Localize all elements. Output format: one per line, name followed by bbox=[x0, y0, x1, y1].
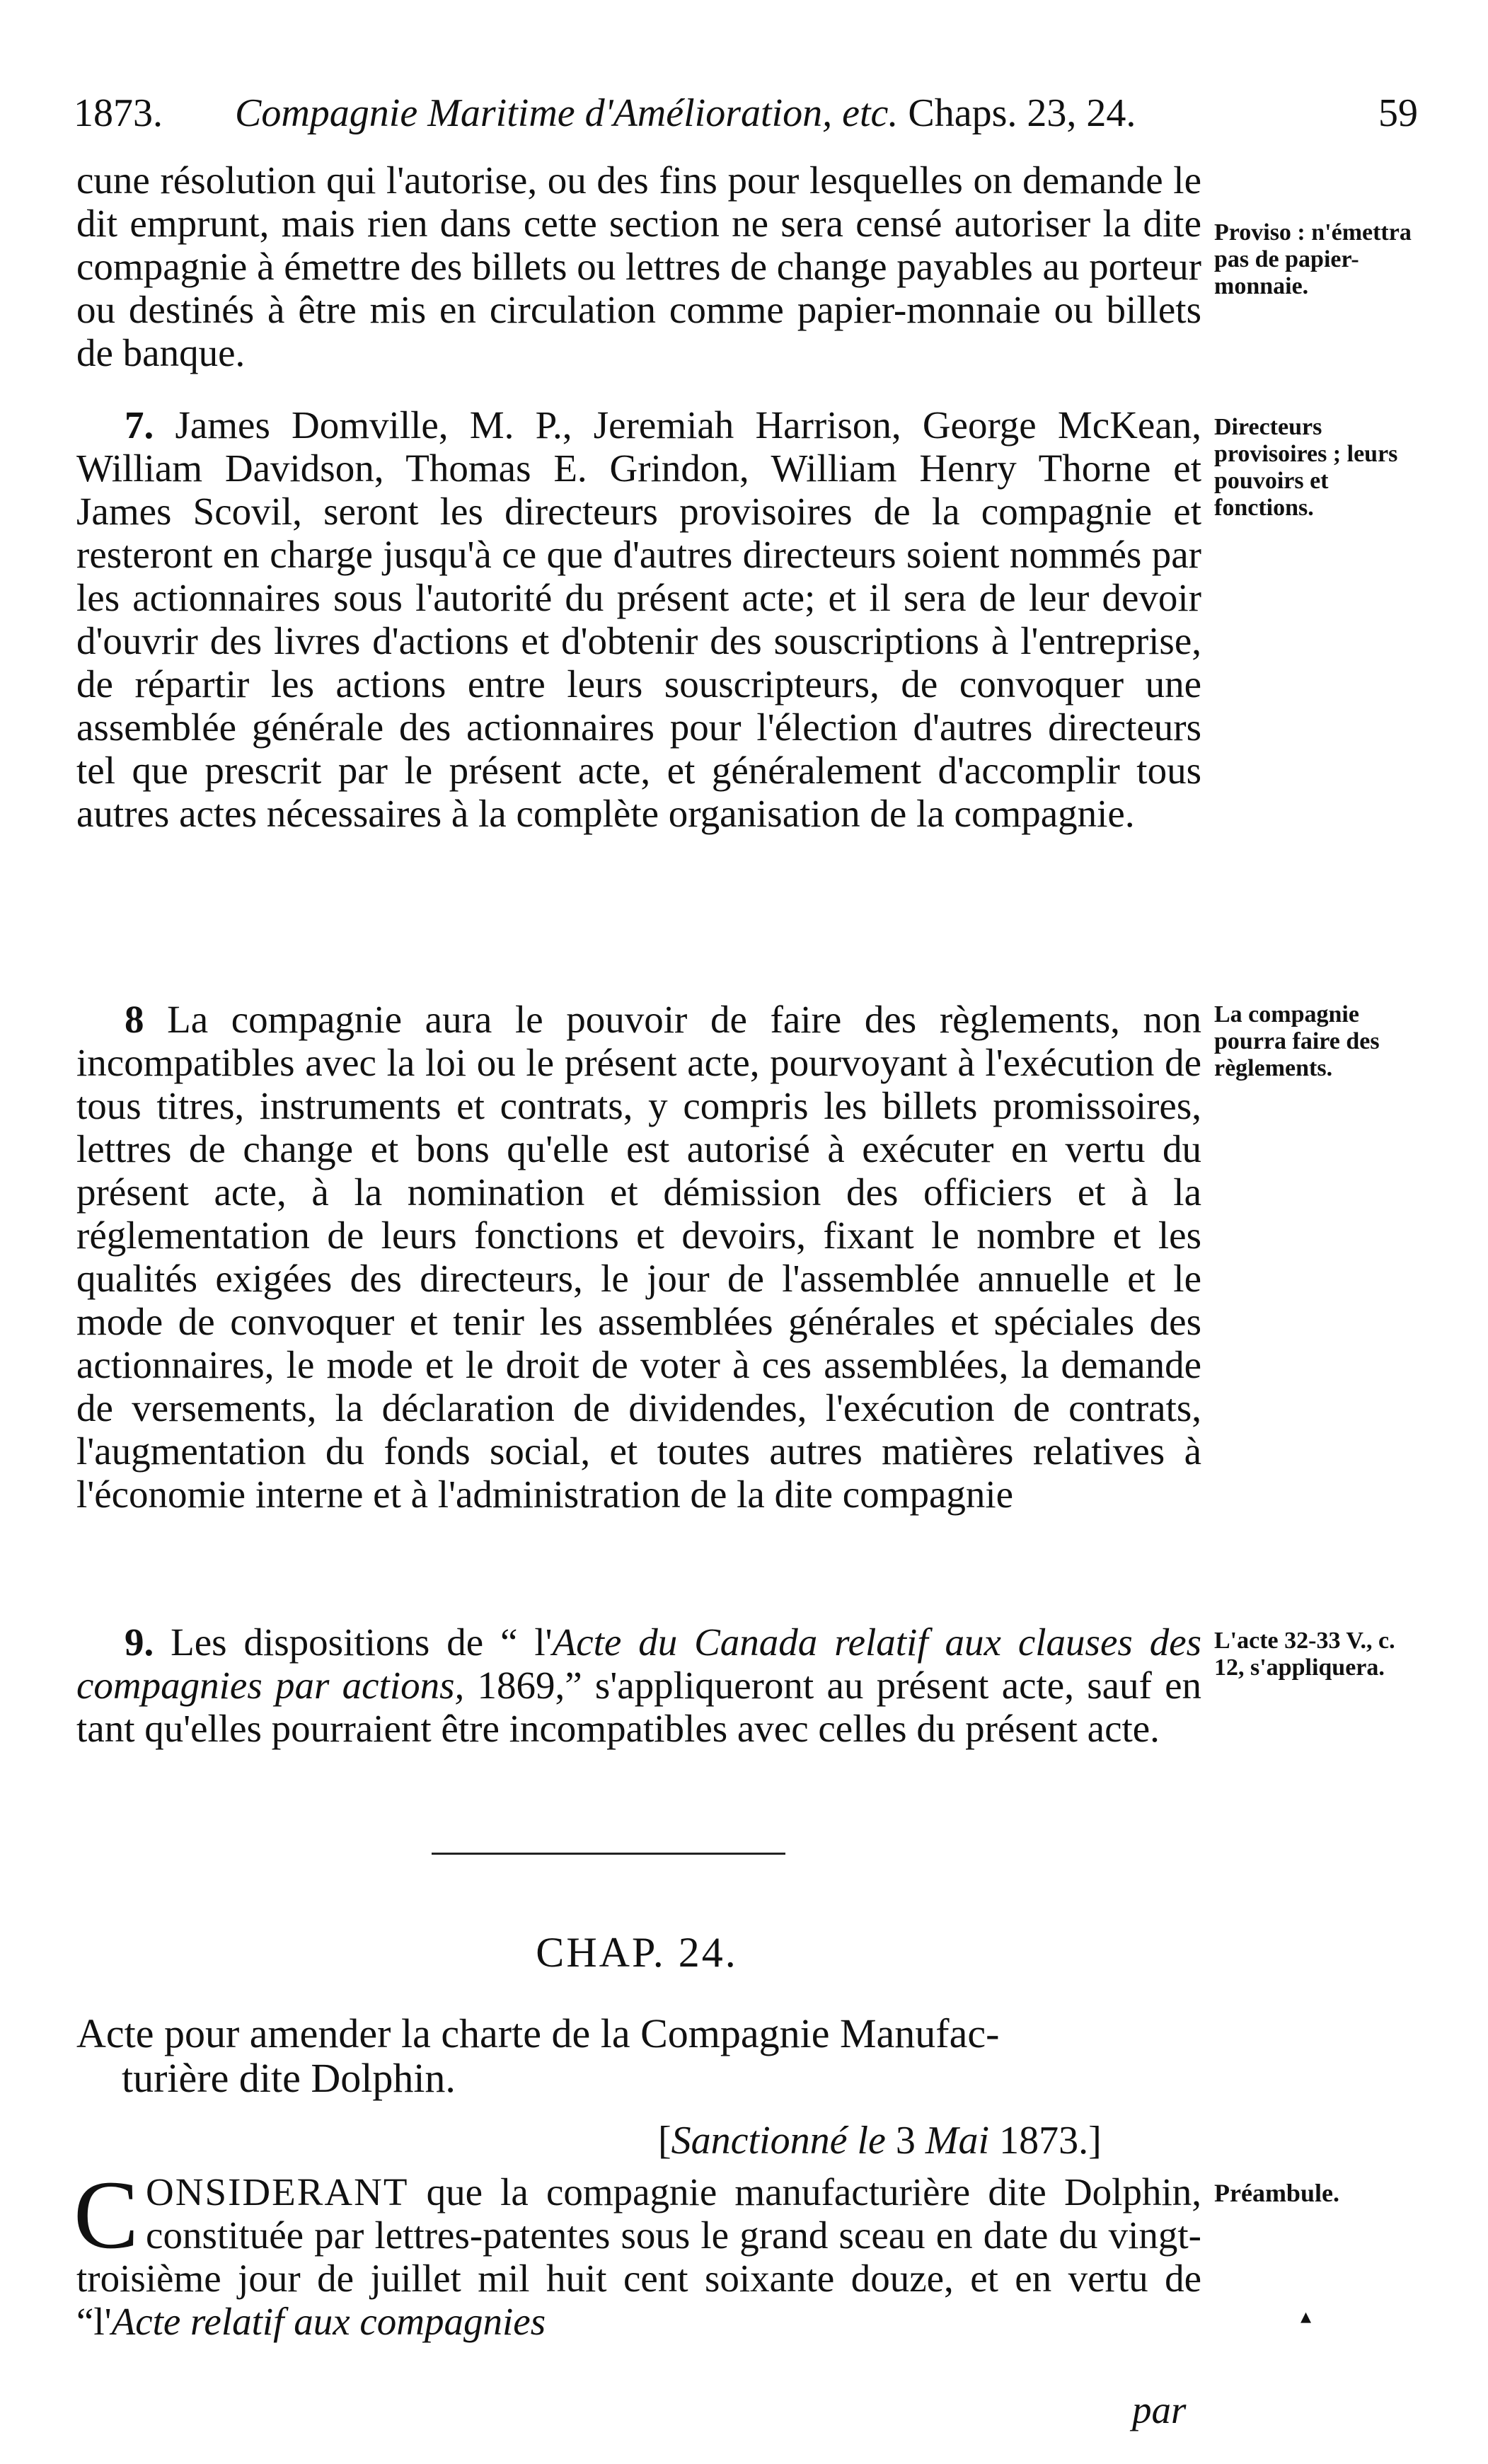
section-divider bbox=[432, 1853, 785, 1855]
catchword: par bbox=[1132, 2388, 1187, 2431]
margin-note-preambule: Préambule. bbox=[1214, 2179, 1339, 2207]
sanction-date: [Sanctionné le 3 Mai 1873.] bbox=[658, 2119, 1102, 2163]
section-7-text: James Domville, M. P., Jeremiah Harrison, George McKean, William Davidson, Thomas E. Grindon, William Henry Thorne et James Scovil, seront les directeurs provisoires de la compagnie et resteront en charge jusqu'à ce que d'autres directeurs soient nommés par les actionnaires sous l'autorité du présent acte; et il sera de leur devoir d'ouvrir des livres d'actions et d'obtenir des souscriptions à l'entreprise, de répartir les actions entre leurs souscripteurs, de convoquer une assemblée générale des actionnaires pour l'élection d'autres directeurs tel que prescrit par le présent acte, et généralement d'accomplir tous autres actes nécessaires à la complète organisation de la compagnie. bbox=[76, 403, 1201, 835]
section-9-number: 9. bbox=[125, 1620, 154, 1664]
section-8-text: La compagnie aura le pouvoir de faire des règlements, non incompatibles avec la loi ou le présent acte, pourvoyant à l'exécution de tous titres, instruments et contrats, y compris les billets promissoires, lettres de change et bons qu'elle est autorisé à exécuter en vertu du présent acte, à la nomination et démission des officiers et à la réglementation de leurs fonctions et devoirs, fixant le nombre et les qualités exigées des directeurs, le jour de l'assemblée annuelle et le mode de convoquer et tenir les assemblées générales et spéciales des actionnaires, le mode et le droit de voter à ces assemblées, la demande de versements, la déclaration de dividendes, l'exécution de contrats, l'augmentation du fonds social, et toutes autres matières relatives à l'économie interne et à l'administration de la dite compagnie bbox=[76, 998, 1201, 1516]
margin-note-directeurs: Directeurs provisoires ; leurs pouvoirs et fonctions. bbox=[1214, 414, 1398, 521]
preamble-text: que la compagnie manufacturière dite Dolphin, constituée par lettres-patentes sous le grand sceau en date du vingt-troisième jour de juillet mil huit cent soixante douze, et en vertu de “l' bbox=[76, 2170, 1201, 2343]
section-7 bbox=[76, 403, 1201, 835]
section-8 bbox=[76, 998, 1201, 1516]
margin-note-reglements: La compagnie pourra faire des règlements. bbox=[1214, 1001, 1380, 1081]
page-number: 59 bbox=[1378, 91, 1418, 135]
preamble-lead-word: ONSIDERANT bbox=[146, 2170, 409, 2213]
preamble-paragraph bbox=[74, 2160, 1201, 2343]
sanction-year: 1873. bbox=[999, 2119, 1089, 2163]
section-9-paragraph bbox=[76, 1620, 1201, 1750]
chapter-heading: CHAP. 24. bbox=[536, 1929, 738, 1976]
section-9-lead: Les dispositions de “ l' bbox=[171, 1620, 553, 1664]
act-title-line-2: turière dite Dolphin. bbox=[122, 2055, 456, 2101]
section-6-text: cune résolution qui l'autorise, ou des fins pour lesquelles on demande le dit emprunt, mais rien dans cette section ne sera censé autoriser la dite compagnie à émettre des billets ou lettres de change payables au porteur ou destinés à être mis en circulation comme papier-monnaie ou billets de banque. bbox=[76, 159, 1201, 374]
margin-note-proviso: Proviso : n'émettra pas de papier-monnaie. bbox=[1214, 219, 1412, 299]
section-8-paragraph bbox=[76, 998, 1201, 1516]
header-title-italic: Compagnie Maritime d'Amélioration, etc. bbox=[235, 91, 899, 135]
preamble-act-reference: Acte relatif aux compagnies bbox=[111, 2300, 546, 2343]
drop-cap: C bbox=[74, 2160, 139, 2269]
sanction-label: Sanctionné le bbox=[671, 2119, 886, 2163]
printer-mark: ▴ bbox=[1300, 2305, 1312, 2328]
header-title bbox=[235, 91, 1136, 136]
section-9-act-title: Acte du Canada relatif aux clauses des compagnies par actions, bbox=[76, 1620, 1202, 1707]
section-8-number: 8 bbox=[125, 998, 144, 1041]
section-9 bbox=[76, 1620, 1201, 1750]
act-title-line-1: Acte pour amender la charte de la Compagnie Manufac- bbox=[76, 2010, 1000, 2056]
section-7-paragraph bbox=[76, 403, 1201, 835]
sanction-day: 3 bbox=[895, 2119, 916, 2163]
header-chapters: Chaps. 23, 24. bbox=[908, 91, 1136, 135]
sanction-month: Mai bbox=[925, 2119, 990, 2163]
section-7-number: 7. bbox=[125, 403, 154, 447]
header-year: 1873. bbox=[74, 91, 163, 135]
margin-note-acte: L'acte 32-33 V., c. 12, s'appliquera. bbox=[1214, 1628, 1395, 1681]
section-6-continuation bbox=[76, 159, 1201, 374]
preamble bbox=[74, 2160, 1201, 2343]
act-title bbox=[76, 2011, 1209, 2100]
section-9-rest: 1869,” s'appliqueront au présent acte, sauf en tant qu'elles pourraient être incompatibles avec celles du présent acte. bbox=[76, 1664, 1202, 1750]
running-header bbox=[74, 91, 1418, 147]
